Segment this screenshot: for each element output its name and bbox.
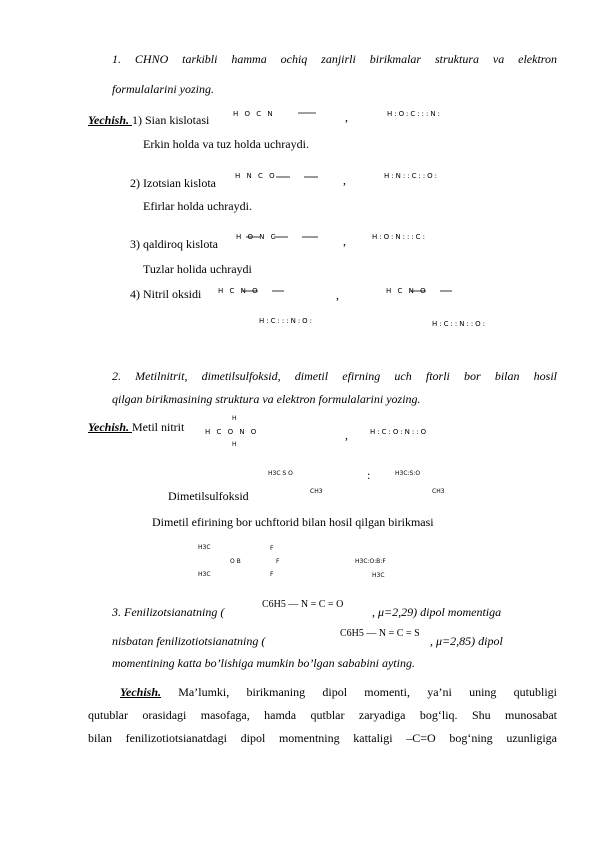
item-3-electron: H:O:N:::C: — [372, 233, 427, 241]
ether-bf3-f3: F — [270, 571, 274, 578]
yechish-label-2: Yechish. — [88, 420, 133, 434]
item-2-structure: H N C O — [235, 172, 277, 180]
q3-line1-a: 3. Fenilizotsianatning ( — [112, 605, 225, 619]
item-1-triple-bond — [298, 112, 318, 116]
yechish-label: Yechish. — [88, 113, 133, 127]
q3-line2-a: nisbatan fenilizotiotsianatning ( — [112, 634, 266, 648]
ether-bf3-electron: H3C:O:B:F — [355, 558, 386, 565]
item-4-structure-2: H C N O — [386, 287, 428, 295]
a3-line1-text: Ma’lumki, birikmaning dipol momenti, ya’ni uning qutubligi — [161, 685, 557, 699]
item-2-comma: , — [343, 173, 346, 187]
item-3-comma: , — [343, 234, 346, 248]
ether-bf3-f1: F — [270, 545, 274, 552]
ether-bf3-h3c-bottom: H3C — [198, 571, 211, 578]
item-2-title: 2) Izotsian kislota — [130, 176, 216, 190]
item-4-electron-1: H:C:::N:O: — [259, 317, 314, 325]
item-1-comma: , — [345, 110, 348, 124]
phenyl-isothiocyanate-formula: C6H5 — N = C = S — [340, 628, 420, 639]
item-3-title: 3) qaldiroq kislota — [130, 237, 218, 251]
q2-line2: qilgan birikmasining struktura va elektron formulalarini yozing. — [112, 392, 421, 406]
dmso-electron: H3C:S:O — [395, 470, 421, 477]
phenyl-isocyanate-formula: C6H5 — N = C = O — [262, 599, 344, 610]
item-4-structure-1: H C N O — [218, 287, 260, 295]
a3-line3: bilan fenilizotiotsianatdagi dipol momentning kattaligi –C=O bog‘ning uzunligiga — [88, 731, 557, 745]
dmso-colon: : — [367, 468, 371, 482]
a3-line2: qutublar orasidagi masofaga, hamda qutblar zaryadiga bog‘liq. Shu munosabat — [88, 708, 557, 722]
methyl-nitrite-electron: H:C:O:N::O — [370, 428, 429, 436]
methyl-nitrite-comma: , — [345, 428, 348, 442]
a3-line1 — [120, 685, 557, 700]
item-3-bonds — [246, 236, 326, 240]
item-1-electron: H:O:C:::N: — [387, 110, 442, 118]
q1-line2: formulalarini yozing. — [112, 82, 215, 96]
item-2-double-bonds — [276, 176, 326, 180]
q2-line1: 2. Metilnitrit, dimetilsulfoksid, dimetil efirning uch ftorli bor bilan hosil — [112, 369, 557, 383]
q1-line1: 1. CHNO tarkibli hamma ochiq zanjirli birikmalar struktura va elektron — [112, 52, 557, 66]
answer-2 — [88, 420, 184, 435]
item-4-electron-2: H:C::N::O: — [432, 320, 487, 328]
answer-1 — [88, 113, 209, 128]
dmso-ch3: CH3 — [310, 488, 323, 495]
item-4-title: 4) Nitril oksidi — [130, 287, 202, 301]
dmso-electron-ch3: CH3 — [432, 488, 445, 495]
q3-line1-b: , μ=2,29) dipol momentiga — [372, 605, 502, 619]
item-2-note: Efirlar holda uchraydi. — [143, 199, 252, 213]
q3-line3: momentining katta bo’lishiga mumkin bo’lgan sababini ayting. — [112, 656, 415, 670]
ether-bf3-electron-h3c: H3C — [372, 572, 385, 579]
item-1-structure: H O C N — [233, 110, 275, 118]
ether-bf3-h3c-top: H3C — [198, 544, 211, 551]
dmso-label: Dimetilsulfoksid — [168, 489, 249, 503]
methyl-nitrite-h-top: H — [232, 415, 237, 422]
ether-bf3-core: O B — [230, 558, 241, 565]
ether-bf3-f2: F — [276, 558, 280, 565]
q3-line2-b: , μ=2,85) dipol — [430, 634, 503, 648]
item-3-structure: H O N C — [236, 233, 278, 241]
ether-bf3-label: Dimetil efirining bor uchftorid bilan hosil qilgan birikmasi — [152, 515, 434, 529]
item-1-note: Erkin holda va tuz holda uchraydi. — [143, 137, 309, 151]
methyl-nitrite-label: Metil nitrit — [132, 420, 185, 434]
methyl-nitrite-structure: H C O N O — [205, 428, 259, 436]
item-4-comma: , — [336, 288, 339, 302]
item-4-bonds-1 — [228, 290, 308, 294]
item-2-electron: H:N::C::O: — [384, 172, 439, 180]
dmso-structure: H3C S O — [268, 470, 293, 477]
item-1-title: 1) Sian kislotasi — [132, 113, 210, 127]
yechish-label-3: Yechish. — [120, 685, 162, 699]
item-3-note: Tuzlar holida uchraydi — [143, 262, 252, 276]
item-4-bonds-2 — [396, 290, 476, 294]
methyl-nitrite-h-bottom: H — [232, 441, 237, 448]
